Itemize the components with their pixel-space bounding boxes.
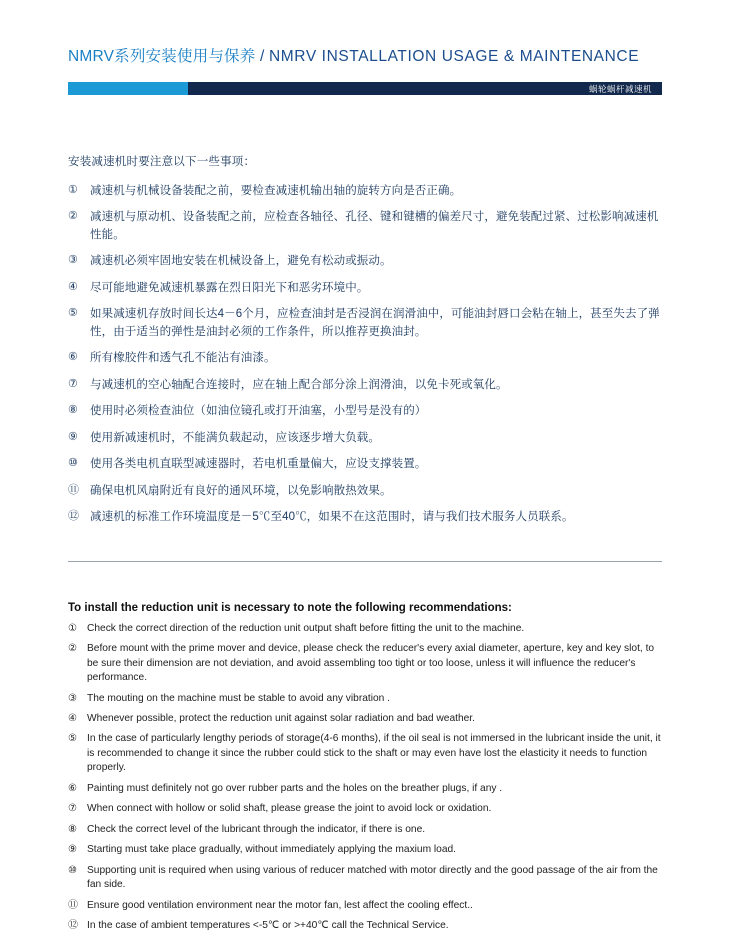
page-title-separator: /: [255, 48, 269, 65]
list-item-text: 尽可能地避免减速机暴露在烈日阳光下和恶劣环境中。: [90, 281, 369, 294]
list-item-number: ⑪: [68, 483, 79, 496]
list-item-number: ⑩: [68, 457, 78, 470]
list-item-number: ⑦: [68, 377, 78, 390]
list-item-text: 使用各类电机直联型减速器时，若电机重量偏大，应设支撑装置。: [90, 458, 427, 471]
list-item-text: In the case of ambient temperatures <-5℃ or >+40℃ call the Technical Service.: [87, 920, 449, 932]
list-item: [68, 280, 662, 297]
list-item-text: Ensure good ventilation environment near the motor fan, lest affect the cooling effect..: [87, 899, 473, 911]
header-accent-bar: [68, 82, 662, 95]
list-item: [68, 622, 662, 636]
list-item-number: ⑥: [68, 351, 78, 364]
page-title-english: NMRV INSTALLATION USAGE & MAINTENANCE: [269, 48, 640, 65]
list-item-number: ④: [68, 280, 78, 293]
list-item: [68, 823, 662, 837]
list-item: [68, 306, 662, 341]
list-item: [68, 509, 662, 526]
list-item-text: Before mount with the prime mover and device, please check the reducer's every axial diameter, aperture, key and key slot, to be sure their dimension are not deviation, and avoid assembling too tight or too loose, unless it will influence the reducer's performance.: [87, 643, 655, 684]
list-item-text: 如果减速机存放时间长达4－6个月，应检查油封是否浸润在润滑油中，可能油封唇口会粘在轴上，甚至失去了弹性，由于适当的弹性是油封必须的工作条件，所以推荐更换油封。: [90, 308, 660, 338]
header-bar-blue-segment: [68, 82, 188, 95]
list-item-number: ⑫: [68, 510, 79, 523]
list-item-text: When connect with hollow or solid shaft, please grease the joint to avoid lock or oxidation.: [87, 803, 492, 815]
list-item-number: ①: [68, 622, 77, 634]
list-item: [68, 919, 662, 933]
page-header: [68, 0, 662, 95]
list-item: [68, 802, 662, 816]
list-item: [68, 377, 662, 394]
list-item: [68, 642, 662, 685]
list-item-number: ⑫: [68, 920, 78, 932]
list-item-text: Whenever possible, protect the reduction unit against solar radiation and bad weather.: [87, 712, 475, 724]
page-title: [68, 44, 662, 66]
list-item-text: In the case of particularly lengthy periods of storage(4-6 months), if the oil seal is not immersed in the lubricant inside the unit, it is recommended to change it since the rubber could stick to the shaft or may even have lost the elasticity it needs to function properly.: [87, 733, 661, 774]
list-item-number: ⑤: [68, 307, 78, 320]
list-item-text: 减速机与机械设备装配之前，要检查减速机输出轴的旋转方向是否正确。: [90, 185, 462, 197]
list-item: [68, 483, 662, 500]
list-item-number: ⑥: [68, 782, 77, 794]
list-item: [68, 843, 662, 857]
list-item-number: ④: [68, 712, 77, 724]
list-item-number: ②: [68, 210, 78, 223]
list-item: [68, 403, 662, 420]
list-item: [68, 430, 662, 447]
list-item-number: ⑦: [68, 803, 77, 815]
section-divider: [68, 561, 662, 562]
list-item: [68, 253, 662, 270]
list-item-number: ⑪: [68, 899, 78, 911]
list-item-number: ⑨: [68, 430, 78, 443]
page-title-chinese: NMRV系列安装使用与保养: [68, 48, 256, 65]
list-item: [68, 456, 662, 473]
english-intro: To install the reduction unit is necessary to note the following recommendations:: [68, 601, 512, 614]
list-item-number: ⑨: [68, 844, 77, 856]
list-item: [68, 732, 662, 775]
list-item-text: 减速机必须牢固地安装在机械设备上，避免有松动或振动。: [90, 255, 392, 268]
list-item-text: Starting must take place gradually, without immediately applying the maxium load.: [87, 844, 457, 856]
list-item: [68, 782, 662, 796]
list-item-text: Supporting unit is required when using various of reducer matched with motor directly and the good passage of the air from the fan side.: [87, 864, 658, 891]
list-item-number: ①: [68, 184, 78, 196]
list-item: [68, 209, 662, 244]
list-item-number: ⑧: [68, 823, 77, 835]
list-item-number: ③: [68, 254, 78, 267]
list-item: [68, 350, 662, 367]
list-item-number: ⑤: [68, 733, 77, 745]
list-item-text: 减速机的标准工作环境温度是－5℃至40℃，如果不在这范围时，请与我们技术服务人员联系。: [90, 511, 574, 524]
list-item-text: 与减速机的空心轴配合连接时，应在轴上配合部分涂上润滑油，以免卡死或氧化。: [90, 378, 508, 391]
header-bar-dark-segment: [188, 82, 662, 95]
english-list: [68, 622, 662, 934]
list-item-text: Check the correct level of the lubricant through the indicator, if there is one.: [87, 823, 426, 835]
header-bar-label: 蜗轮蜗杆减速机: [588, 83, 652, 94]
list-item-number: ⑩: [68, 864, 77, 876]
list-item-text: 减速机与原动机、设备装配之前，应检查各轴径、孔径、键和键槽的偏差尺寸，避免装配过紧、过松影响减速机性能。: [90, 211, 659, 241]
chinese-intro: 安装减速机时要注意以下一些事项：: [68, 156, 256, 168]
list-item: [68, 183, 662, 200]
list-item-text: 确保电机风扇附近有良好的通风环境，以免影响散热效果。: [90, 484, 392, 497]
list-item-text: 所有橡胶件和透气孔不能沾有油漆。: [90, 352, 276, 365]
list-item-number: ②: [68, 643, 77, 655]
list-item-number: ⑧: [68, 404, 78, 417]
chinese-list: [68, 183, 662, 527]
list-item: [68, 864, 662, 893]
list-item-text: Check the correct direction of the reduction unit output shaft before fitting the unit to the machine.: [87, 622, 525, 634]
chinese-section: [68, 153, 662, 527]
english-section: [68, 602, 662, 934]
list-item-text: Painting must definitely not go over rubber parts and the holes on the breather plugs, if any .: [87, 782, 503, 794]
list-item-text: The mouting on the machine must be stable to avoid any vibration .: [87, 692, 390, 704]
list-item: [68, 712, 662, 726]
list-item-number: ③: [68, 692, 77, 704]
list-item-text: 使用时必须检查油位（如油位镜孔或打开油塞，小型号是没有的）: [90, 405, 427, 418]
list-item: [68, 899, 662, 913]
list-item: [68, 692, 662, 706]
list-item-text: 使用新减速机时，不能满负载起动，应该逐步增大负载。: [90, 431, 380, 444]
